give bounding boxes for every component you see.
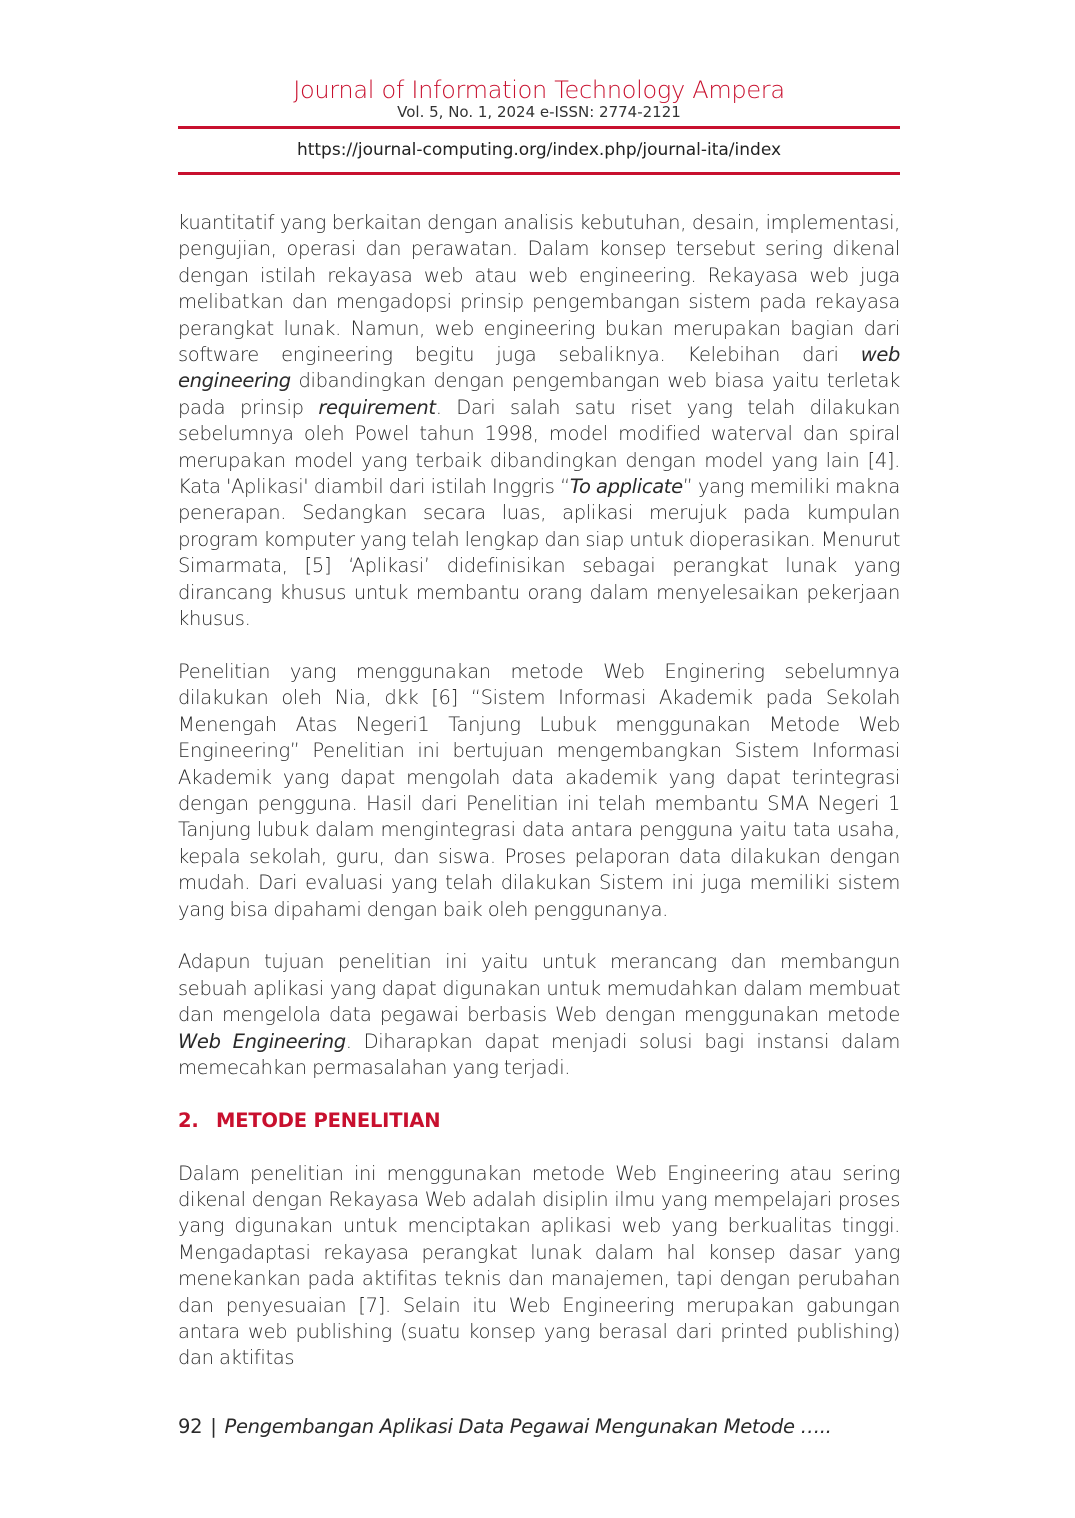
section-heading [178, 1108, 900, 1134]
header-rule-bottom [178, 172, 900, 175]
paragraph-gap [178, 923, 900, 949]
paragraph-4: Dalam penelitian ini menggunakan metode Web Engineering atau sering dikenal dengan Rekayasa Web adalah disiplin ilmu yang mempelajari proses yang digunakan untuk menciptakan aplikasi web yang berkualitas tinggi. Mengadaptasi rekayasa perangkat lunak dalam hal konsep dasar yang menekankan pada aktifitas teknis dan manajemen, tapi dengan perubahan dan penyesuaian [7]. Selain itu Web Engineering merupakan gabungan antara web publishing (suatu konsep yang berasal dari printed publishing) dan aktifitas [178, 1161, 900, 1370]
paragraph-gap [178, 633, 900, 659]
header-rule-top [178, 126, 900, 129]
paragraph-1-emphasis-b: requirement [318, 395, 436, 419]
paragraph-3 [178, 949, 900, 1081]
journal-url: https://journal-computing.org/index.php/journal-ita/index [296, 140, 782, 160]
paragraph-3-emphasis-a: Web Engineering [178, 1029, 346, 1053]
paragraph-1-text-a: kuantitatif yang berkaitan dengan analisis kebutuhan, desain, implementasi, pengujian, operasi dan perawatan. Dalam konsep tersebut sering dikenal dengan istilah rekayasa web atau web engineering. Rekayasa web juga melibatkan dan mengadopsi prinsip pengembangan sistem pada rekayasa perangkat lunak. Namun, web engineering bukan merupakan bagian dari software engineering begitu juga sebaliknya. Kelebihan dari [178, 211, 900, 367]
volume-issn-line: Vol. 5, No. 1, 2024 e-ISSN: 2774-2121 [397, 103, 681, 121]
paragraph-gap [178, 1134, 900, 1160]
page-number: 92 [178, 1415, 203, 1438]
paragraph-2: Penelitian yang menggunakan metode Web Enginering sebelumnya dilakukan oleh Nia, dkk [6] “Sistem Informasi Akademik pada Sekolah Menengah Atas Negeri1 Tanjung Lubuk menggunakan Metode Web Engineering” Penelitian ini bertujuan mengembangkan Sistem Informasi Akademik yang dapat mengolah data akademik yang dapat terintegrasi dengan pengguna. Hasil dari Penelitian ini telah membantu SMA Negeri 1 Tanjung lubuk dalam mengintegrasi data antara pengguna yaitu tata usaha, kepala sekolah, guru, dan siswa. Proses pelaporan data dilakukan dengan mudah. Dari evaluasi yang telah dilakukan Sistem ini juga memiliki sistem yang bisa dipahami dengan baik oleh penggunanya. [178, 659, 900, 921]
paragraph-3-text-b: . Diharapkan dapat menjadi solusi bagi instansi dalam memecahkan permasalahan yang terjadi. [178, 1029, 900, 1079]
journal-header [178, 74, 900, 175]
paragraph-1-emphasis-c: To applicate [569, 475, 683, 499]
paragraph-3-text-a: Adapun tujuan penelitian ini yaitu untuk merancang dan membangun sebuah aplikasi yang dapat digunakan untuk memudahkan dalam membuat dan mengelola data pegawai berbasis Web dengan menggunakan metode [178, 950, 900, 1027]
running-title: Pengembangan Aplikasi Data Pegawai Mengunakan Metode ….. [224, 1415, 832, 1438]
footer-separator: | [210, 1415, 217, 1438]
journal-title: Journal of Information Technology Ampera [293, 76, 785, 104]
paragraph-gap [178, 1081, 900, 1107]
paragraph-1-text-c: . Dari salah satu riset yang telah dilakukan sebelumnya oleh Powel tahun 1998, model modified waterval dan spiral merupakan model yang terbaik dibandingkan dengan model yang lain [4]. Kata 'Aplikasi' diambil dari istilah Inggris “ [178, 395, 900, 499]
paragraph-1-text-b: dibandingkan dengan pengembangan web biasa yaitu terletak pada prinsip [178, 369, 900, 419]
page-footer [178, 1414, 900, 1440]
section-number: 2. [178, 1108, 199, 1132]
paragraph-1-emphasis-a: web engineering [178, 343, 900, 393]
body-text [178, 210, 900, 1372]
section-title: METODE PENELITIAN [216, 1108, 441, 1132]
paragraph-1-text-d: ” yang memiliki makna penerapan. Sedangkan secara luas, aplikasi merujuk pada kumpulan program komputer yang telah lengkap dan siap untuk dioperasikan. Menurut Simarmata, [5] ‘Aplikasi’ didefinisikan sebagai perangkat lunak yang dirancang khusus untuk membantu orang dalam menyelesaikan pekerjaan khusus. [178, 475, 900, 631]
paragraph-1 [178, 210, 900, 633]
